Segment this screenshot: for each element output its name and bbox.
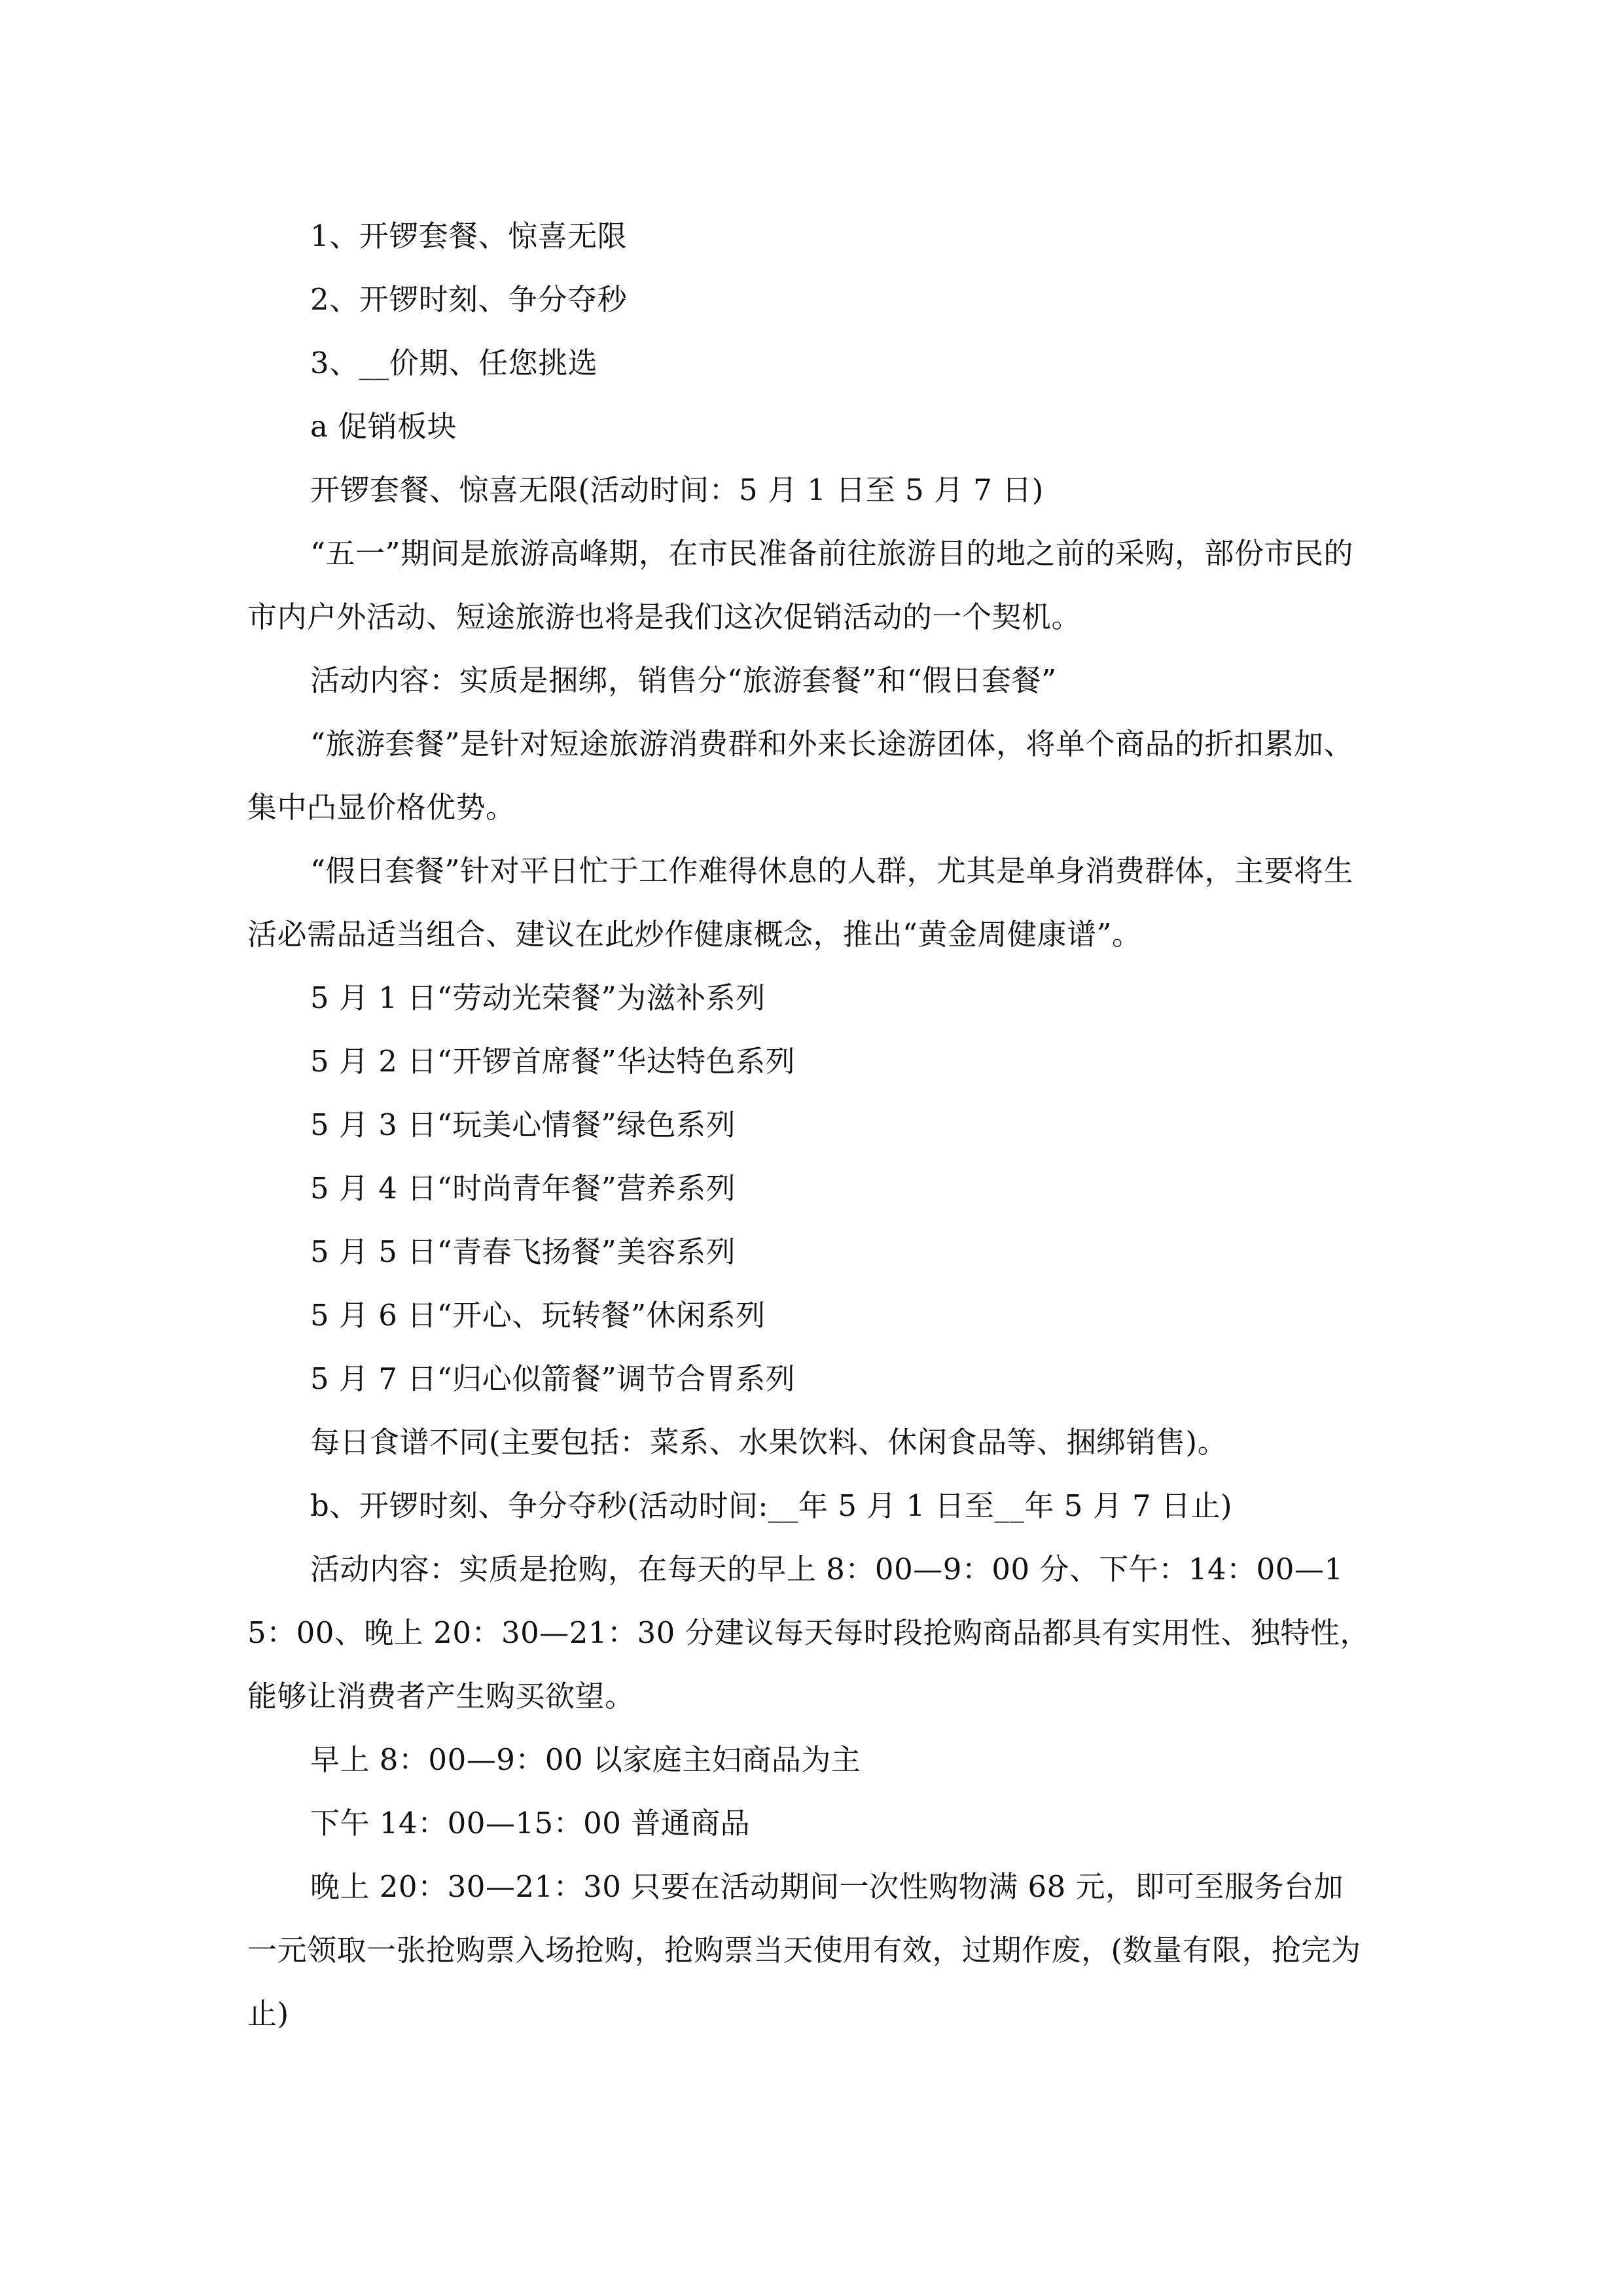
menu-day-item: 5 月 6 日“开心、玩转餐”休闲系列 xyxy=(310,1298,766,1333)
paragraph: “旅游套餐”是针对短途旅游消费群和外来长途游团体，将单个商品的折扣累加、集中凸显价格优势。 xyxy=(247,726,1354,825)
paragraph: 活动内容：实质是抢购，在每天的早上 8：00—9：00 分、下午：14：00—15：00、晚上 20：30—21：30 分建议每天每时段抢购商品都具有实用性、独特性，能够让消费者产生购买欲望。 xyxy=(247,1552,1370,1713)
menu-day-item: 5 月 3 日“玩美心情餐”绿色系列 xyxy=(310,1107,736,1142)
paragraph: “假日套餐”针对平日忙于工作难得休息的人群，尤其是单身消费群体，主要将生活必需品适当组合、建议在此炒作健康概念，推出“黄金周健康谱”。 xyxy=(247,853,1354,952)
list-item: 2、开锣时刻、争分夺秒 xyxy=(310,282,628,317)
paragraph: 下午 14：00—15：00 普通商品 xyxy=(310,1806,751,1840)
section-heading: a 促销板块 xyxy=(310,409,457,444)
menu-day-item: 5 月 2 日“开锣首席餐”华达特色系列 xyxy=(310,1044,796,1079)
menu-day-item: 5 月 4 日“时尚青年餐”营养系列 xyxy=(310,1171,736,1206)
list-item: 3、__价期、任您挑选 xyxy=(310,346,598,380)
paragraph: 活动内容：实质是捆绑，销售分“旅游套餐”和“假日套餐” xyxy=(310,663,1057,698)
section-heading: b、开锣时刻、争分夺秒(活动时间:__年 5 月 1 日至__年 5 月 7 日止) xyxy=(310,1488,1233,1523)
paragraph: 每日食谱不同(主要包括：菜系、水果饮料、休闲食品等、捆绑销售)。 xyxy=(310,1425,1228,1460)
paragraph: 晚上 20：30—21：30 只要在活动期间一次性购物满 68 元，即可至服务台加一元领取一张抢购票入场抢购，抢购票当天使用有效，过期作废，(数量有限，抢完为止) xyxy=(247,1869,1361,2031)
paragraph: 早上 8：00—9：00 以家庭主妇商品为主 xyxy=(310,1742,861,1777)
paragraph: 开锣套餐、惊喜无限(活动时间：5 月 1 日至 5 月 7 日) xyxy=(310,473,1044,507)
document-body xyxy=(247,204,1373,2045)
menu-day-item: 5 月 1 日“劳动光荣餐”为滋补系列 xyxy=(310,980,766,1015)
paragraph: “五一”期间是旅游高峰期，在市民准备前往旅游目的地之前的采购，部份市民的市内户外活动、短途旅游也将是我们这次促销活动的一个契机。 xyxy=(247,536,1354,634)
list-item: 1、开锣套餐、惊喜无限 xyxy=(310,219,628,253)
menu-day-item: 5 月 5 日“青春飞扬餐”美容系列 xyxy=(310,1234,736,1269)
menu-day-item: 5 月 7 日“归心似箭餐”调节合胃系列 xyxy=(310,1361,796,1396)
